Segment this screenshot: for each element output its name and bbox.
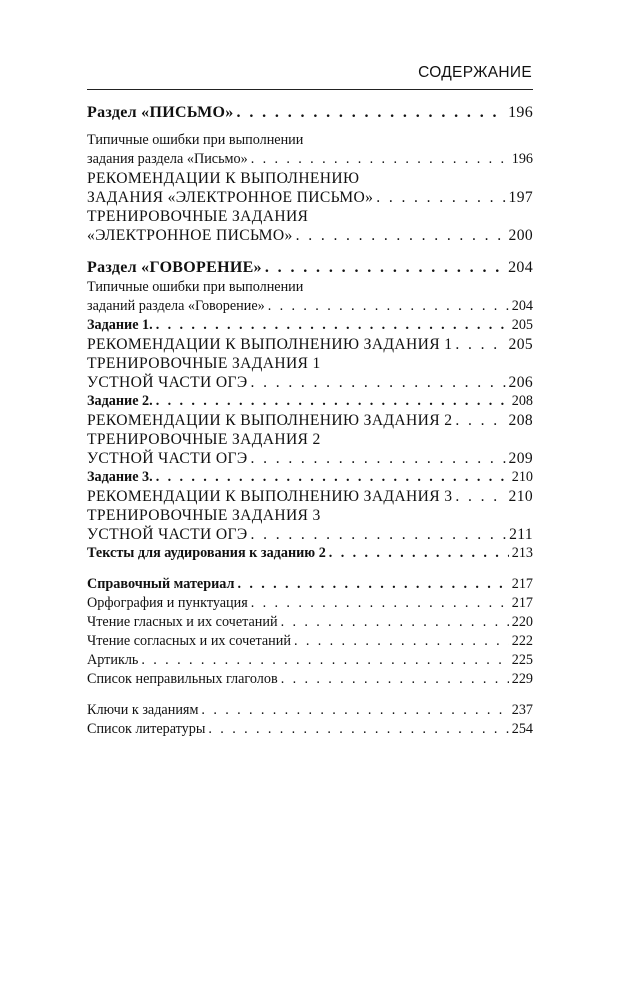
leader-dots (156, 316, 509, 335)
leader-dots (156, 392, 509, 411)
leader-dots (281, 613, 509, 632)
leader-dots (251, 449, 506, 468)
toc-entry[interactable]: Список неправильных глаголов . . . 229 (87, 670, 533, 689)
toc-entry-bibliography[interactable]: Список литературы . . . 254 (87, 720, 533, 739)
leader-dots (265, 257, 505, 278)
toc-entry[interactable]: Типичные ошибки при выполнении заданий раздела «Говорение» . . . 204 (87, 278, 533, 316)
toc-entry[interactable]: Орфография и пунктуация . . . 217 (87, 594, 533, 613)
leader-dots (455, 487, 505, 506)
toc-entry[interactable]: Артикль . . . 225 (87, 651, 533, 670)
toc-section-reference[interactable]: Справочный материал . . . 217 (87, 575, 533, 594)
toc-entry[interactable]: ТРЕНИРОВОЧНЫЕ ЗАДАНИЯ «ЭЛЕКТРОННОЕ ПИСЬМО» . . . 200 (87, 207, 533, 245)
toc-entry[interactable]: Типичные ошибки при выполнении задания раздела «Письмо» . . . 196 (87, 131, 533, 169)
leader-dots (294, 632, 509, 651)
leader-dots (329, 544, 509, 563)
leader-dots (281, 670, 509, 689)
toc-entry[interactable]: Чтение гласных и их сочетаний . . . 220 (87, 613, 533, 632)
toc-entry[interactable]: ТРЕНИРОВОЧНЫЕ ЗАДАНИЯ 1 УСТНОЙ ЧАСТИ ОГЭ . . . 206 (87, 354, 533, 392)
toc-section-speaking[interactable]: Раздел «ГОВОРЕНИЕ» . . . 204 (87, 257, 533, 278)
leader-dots (237, 102, 506, 123)
toc-entry[interactable]: Чтение согласных и их сочетаний . . . 222 (87, 632, 533, 651)
toc-entry[interactable]: ТРЕНИРОВОЧНЫЕ ЗАДАНИЯ 3 УСТНОЙ ЧАСТИ ОГЭ . . . 211 (87, 506, 533, 544)
toc-entry[interactable]: РЕКОМЕНДАЦИИ К ВЫПОЛНЕНИЮ ЗАДАНИЯ «ЭЛЕКТРОННОЕ ПИСЬМО» . . . 197 (87, 169, 533, 207)
leader-dots (156, 468, 509, 487)
leader-dots (296, 226, 506, 245)
toc-entry-answer-keys[interactable]: Ключи к заданиям . . . 237 (87, 701, 533, 720)
toc-entry[interactable]: РЕКОМЕНДАЦИИ К ВЫПОЛНЕНИЮ ЗАДАНИЯ 2 . . . 208 (87, 411, 533, 430)
toc-entry-listening-texts[interactable]: Тексты для аудирования к заданию 2 . . . 213 (87, 544, 533, 563)
leader-dots (201, 701, 508, 720)
toc-entry-task-1[interactable]: Задание 1. . . . 205 (87, 316, 533, 335)
leader-dots (251, 594, 509, 613)
toc-entry[interactable]: РЕКОМЕНДАЦИИ К ВЫПОЛНЕНИЮ ЗАДАНИЯ 3 . . . 210 (87, 487, 533, 506)
header-rule (87, 89, 533, 90)
leader-dots (455, 335, 505, 354)
leader-dots (237, 575, 508, 594)
leader-dots (251, 373, 506, 392)
running-head: СОДЕРЖАНИЕ (418, 64, 532, 81)
toc-entry-task-3[interactable]: Задание 3. . . . 210 (87, 468, 533, 487)
leader-dots (251, 150, 509, 169)
leader-dots (141, 651, 508, 670)
toc-entry-task-2[interactable]: Задание 2. . . . 208 (87, 392, 533, 411)
table-of-contents (87, 102, 533, 739)
leader-dots (251, 525, 507, 544)
leader-dots (455, 411, 505, 430)
toc-entry[interactable]: ТРЕНИРОВОЧНЫЕ ЗАДАНИЯ 2 УСТНОЙ ЧАСТИ ОГЭ . . . 209 (87, 430, 533, 468)
leader-dots (376, 188, 505, 207)
leader-dots (268, 297, 509, 316)
leader-dots (208, 720, 508, 739)
toc-entry[interactable]: РЕКОМЕНДАЦИИ К ВЫПОЛНЕНИЮ ЗАДАНИЯ 1 . . . 205 (87, 335, 533, 354)
toc-section-writing[interactable]: Раздел «ПИСЬМО» . . . 196 (87, 102, 533, 123)
